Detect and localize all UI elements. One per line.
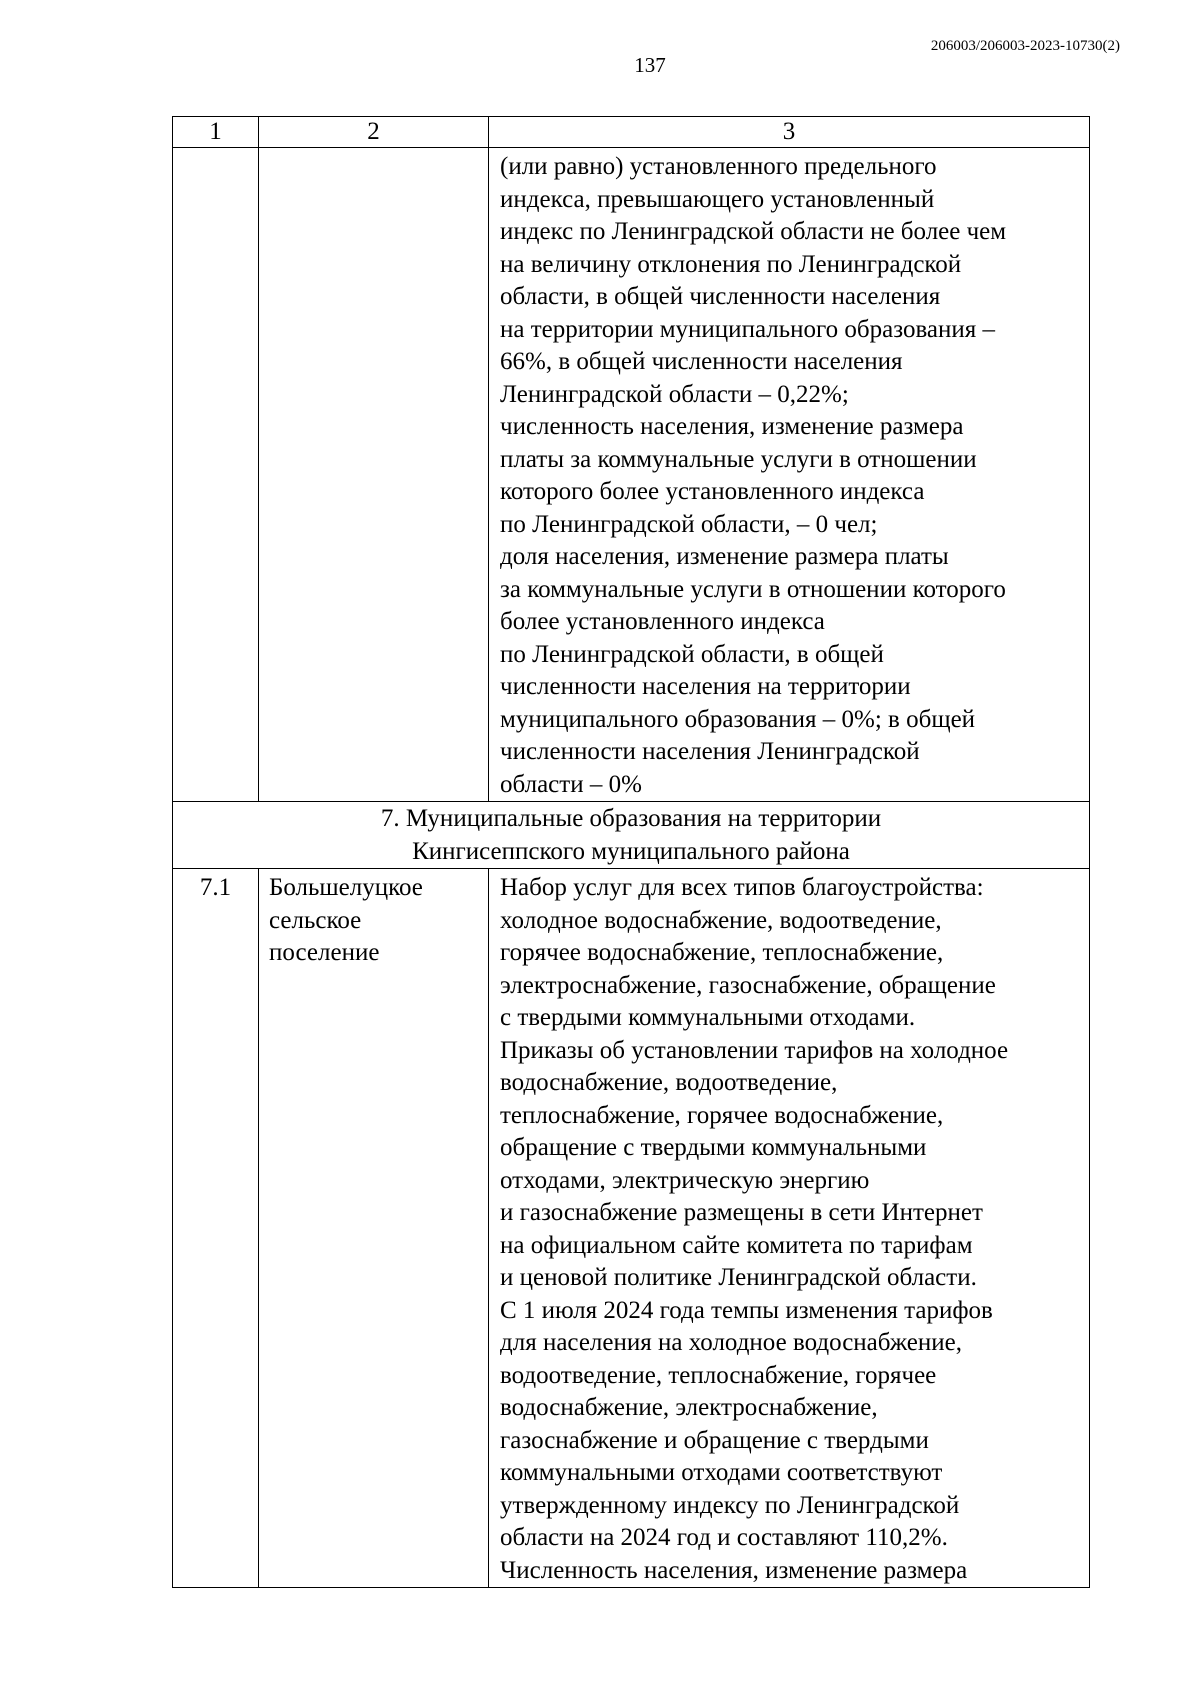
text-line: области, в общей численности населения (500, 283, 941, 310)
text-line: теплоснабжение, горячее водоснабжение, (500, 1101, 944, 1129)
text-line: платы за коммунальные услуги в отношении (500, 445, 977, 473)
text-line: и ценовой политике Ленинградской области. (500, 1264, 977, 1291)
page-number: 137 (634, 53, 666, 77)
column-header-2: 2 (259, 117, 489, 148)
name-line: сельское (269, 906, 362, 934)
text-line: по Ленинградской области, – 0 чел; (500, 510, 878, 538)
section-title (173, 802, 1090, 869)
text-line: доля населения, изменение размера платы (500, 543, 949, 570)
text-line: численность населения, изменение размера (500, 413, 964, 440)
text-line: муниципального образования – 0%; в общей (500, 705, 976, 733)
text-line: индекс по Ленинградской области не более чем (500, 218, 1007, 245)
section-title-line: 7. Муниципальные образования на территории (380, 805, 882, 832)
text-line: и газоснабжение размещены в сети Интернет (500, 1199, 983, 1226)
text-line: отходами, электрическую энергию (500, 1166, 870, 1194)
section-title-line: Кингисеппского муниципального района (412, 838, 850, 865)
column-header-3: 3 (489, 117, 1090, 148)
text-line: по Ленинградской области, в общей (500, 640, 884, 668)
continuation-row (173, 148, 1090, 802)
text-line: на территории муниципального образования – (500, 315, 996, 343)
name-line: поселение (269, 939, 380, 966)
text-line: 66%, в общей численности населения (500, 348, 903, 375)
continuation-cell-1 (173, 148, 259, 802)
text-line: водоотведение, теплоснабжение, горячее (500, 1361, 937, 1389)
text-line: на величину отклонения по Ленинградской (500, 250, 962, 278)
column-header-1: 1 (173, 117, 259, 148)
continuation-cell-2 (259, 148, 489, 802)
text-line: водоснабжение, электроснабжение, (500, 1394, 878, 1421)
text-line: численности населения на территории (500, 673, 911, 700)
text-line: утвержденному индексу по Ленинградской (500, 1491, 960, 1519)
text-line: С 1 июля 2024 года темпы изменения тарифов (500, 1296, 993, 1324)
text-line: Набор услуг для всех типов благоустройства: (500, 874, 984, 901)
row-description (489, 869, 1090, 1588)
municipality-name (259, 869, 489, 1588)
text-line: для населения на холодное водоснабжение, (500, 1329, 963, 1356)
text-line: с твердыми коммунальными отходами. (500, 1004, 916, 1031)
text-line: Ленинградской области – 0,22%; (500, 380, 849, 408)
text-line: Приказы об установлении тарифов на холодное (500, 1036, 1009, 1064)
row-number: 7.1 (173, 869, 259, 1588)
table-row-7-1 (173, 869, 1090, 1588)
text-line: более установленного индекса (500, 608, 825, 635)
text-line: газоснабжение и обращение с твердыми (500, 1426, 929, 1454)
text-line: горячее водоснабжение, теплоснабжение, (500, 939, 944, 966)
text-line: за коммунальные услуги в отношении которого (500, 575, 1006, 603)
section-header-row (173, 802, 1090, 869)
text-line: области на 2024 год и составляют 110,2%. (500, 1524, 948, 1551)
name-line: Большелуцкое (269, 874, 423, 901)
text-line: коммунальными отходами соответствуют (500, 1459, 943, 1486)
continuation-text-cell (489, 148, 1090, 802)
text-line: водоснабжение, водоотведение, (500, 1069, 838, 1096)
document-id: 206003/206003-2023-10730(2) (930, 38, 1120, 54)
text-line: холодное водоснабжение, водоотведение, (500, 906, 942, 934)
table-header-row (173, 117, 1090, 148)
text-line: (или равно) установленного предельного (500, 153, 937, 180)
text-line: численности населения Ленинградской (500, 738, 920, 765)
text-line: которого более установленного индекса (500, 478, 925, 505)
text-line: индекса, превышающего установленный (500, 185, 935, 213)
text-line: Численность населения, изменение размера (500, 1556, 968, 1584)
text-line: области – 0% (500, 770, 642, 798)
text-line: на официальном сайте комитета по тарифам (500, 1231, 973, 1259)
tariff-table (172, 116, 1090, 1588)
text-line: электроснабжение, газоснабжение, обращение (500, 971, 996, 999)
text-line: обращение с твердыми коммунальными (500, 1134, 927, 1161)
